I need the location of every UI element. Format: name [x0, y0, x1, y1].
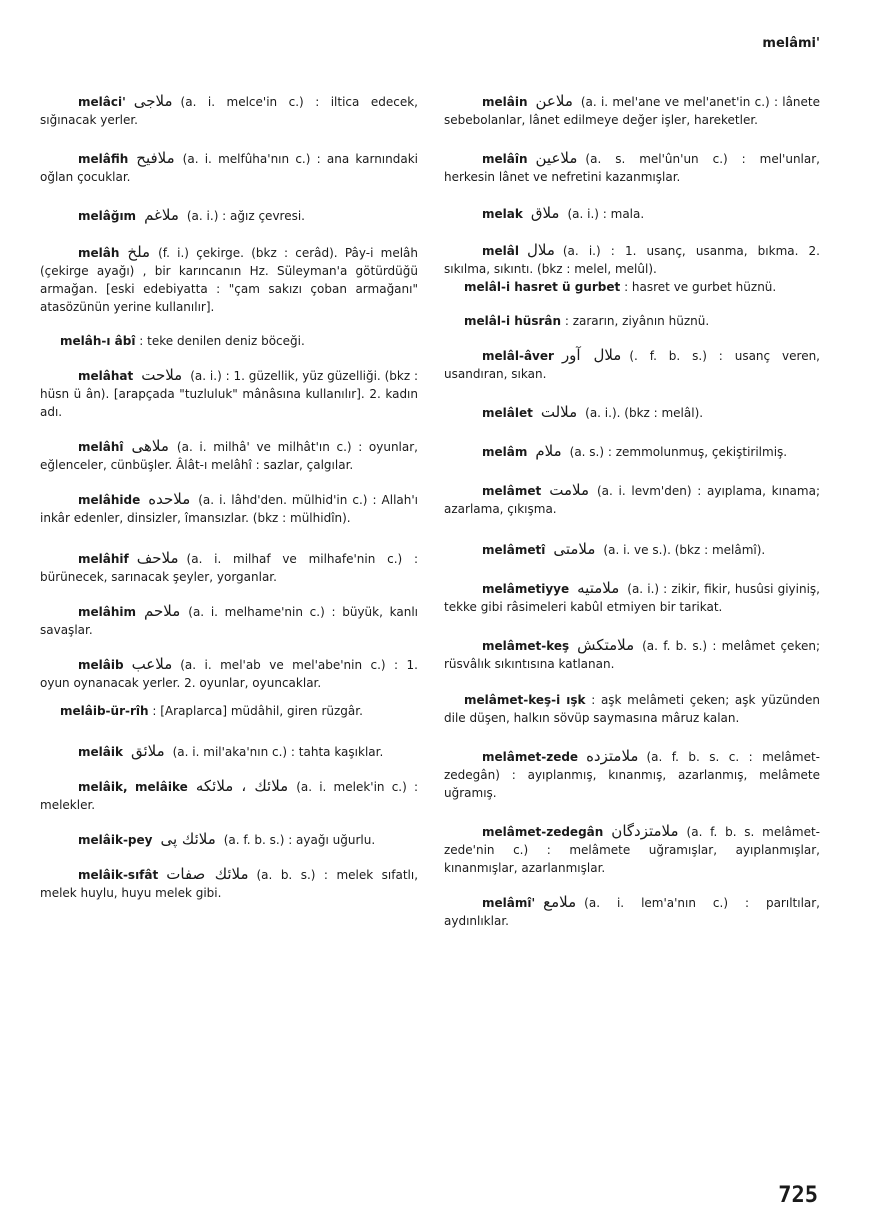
- definition: : hasret ve gurbet hüznü.: [624, 280, 777, 294]
- dictionary-entry: [444, 822, 820, 877]
- dictionary-entry: [444, 278, 820, 296]
- definition: (a. f. b. s. c. : melâmet-zedegân) : ayıplanmış, kınanmış, azarlanmış, melâmete uğramış.: [444, 750, 820, 800]
- arabic-script: ملائك پی: [160, 830, 216, 848]
- headword: melâci': [78, 95, 126, 109]
- dictionary-entry: [40, 830, 418, 849]
- definition: (a. i.) : mala.: [567, 207, 645, 221]
- headword: melâmet: [482, 484, 542, 498]
- definition: (. f. b. s.) : usanç veren, usandıran, sıkan.: [444, 349, 820, 381]
- definition: (a. s.) : zemmolunmuş, çekiştirilmiş.: [569, 445, 788, 459]
- headword: melâik: [78, 745, 123, 759]
- dictionary-entry: [444, 636, 820, 673]
- arabic-script: ملاعن: [535, 92, 573, 110]
- definition: (a. i. lem'a'nın c.) : parıltılar, aydınlıklar.: [444, 896, 820, 928]
- headword: melâmet-keş-i ışk: [464, 693, 586, 707]
- definition: : aşk melâmeti çeken; aşk yüzünden dile düşen, halkın sövüp saymasına mâruz kalan.: [444, 693, 820, 725]
- definition: (a. s. mel'ûn'un c.) : mel'unlar, herkesin lânet ve nefretini kazanmışlar.: [444, 152, 820, 184]
- headword: melâmî': [482, 896, 536, 910]
- dictionary-entry: [40, 243, 418, 316]
- dictionary-entry: [40, 865, 418, 902]
- arabic-script: ملاحف: [136, 549, 179, 567]
- headword: melâfih: [78, 152, 129, 166]
- arabic-script: ملامت: [549, 481, 589, 499]
- arabic-script: ملال: [526, 241, 555, 259]
- definition: (a. i. melek'in c.) : melekler.: [40, 780, 419, 812]
- dictionary-entry: [444, 747, 820, 802]
- headword: melâib-ür-rîh: [60, 704, 149, 718]
- arabic-script: ملاق: [530, 204, 560, 222]
- headword: melâhide: [78, 493, 141, 507]
- definition: (a. i. lâhd'den. mülhid'in c.) : Allah'ı inkâr edenler, dinsizler, îmansızlar. (bkz : mülhidîn).: [40, 493, 418, 525]
- arabic-script: ملامتزده: [586, 747, 639, 765]
- arabic-script: ملالت: [540, 403, 578, 421]
- definition: (a. i.) : zikir, fikir, husûsi giyiniş, tekke gibi râsimeleri kabûl etmiyen bir tarikat.: [444, 582, 820, 614]
- headword: melâmet-keş: [482, 639, 570, 653]
- headword: melâl-i hasret ü gurbet: [464, 280, 621, 294]
- dictionary-entry: [444, 149, 820, 186]
- headword: melâmetî: [482, 543, 546, 557]
- dictionary-entry: [40, 602, 418, 639]
- definition: (a. f. b. s. melâmet-zede'nin c.) : melâmete uğramışlar, ayıplanmışlar, kınanmışlar, azarlanmışlar.: [444, 825, 820, 875]
- arabic-script: ملاحت: [141, 366, 183, 384]
- definition: (a. i. milhaf ve milhafe'nin c.) : bürünecek, sarınacak şeyler, yorganlar.: [40, 552, 418, 584]
- dictionary-entry: [40, 777, 418, 814]
- dictionary-entry: [444, 312, 820, 330]
- dictionary-entry: [444, 893, 820, 930]
- definition: (f. i.) çekirge. (bkz : cerâd). Pây-i melâh (çekirge ayağı) , bir karıncanın Hz. Süleyman'a götürdüğü armağan. [eski edebiyatta : "çam sakızı çoban armağanı" atasözünün yerine kullanılır].: [40, 246, 418, 314]
- dictionary-entry: [444, 691, 820, 727]
- dictionary-entry: [40, 149, 418, 186]
- dictionary-entry: [444, 92, 820, 129]
- headword: melak: [482, 207, 523, 221]
- definition: (a. i.) : 1. usanç, usanma, bıkma. 2. sıkılma, sıkıntı. (bkz : melel, melûl).: [444, 244, 820, 276]
- dictionary-entry: [444, 481, 820, 518]
- headword: melâl-i hüsrân: [464, 314, 562, 328]
- dictionary-entry: [40, 655, 418, 692]
- page-number: 725: [778, 1183, 818, 1208]
- headword: melâh-ı âbî: [60, 334, 136, 348]
- arabic-script: ملاحده: [148, 490, 191, 508]
- dictionary-entry: [444, 579, 820, 616]
- headword: melâl-âver: [482, 349, 554, 363]
- definition: (a. i. melfûha'nın c.) : ana karnındaki oğlan çocuklar.: [40, 152, 418, 184]
- definition: (a. i. melce'in c.) : iltica edecek, sığınacak yerler.: [40, 95, 418, 127]
- headword: melâhî: [78, 440, 124, 454]
- headword: melâhat: [78, 369, 134, 383]
- headword: melâm: [482, 445, 528, 459]
- dictionary-entry: [40, 702, 418, 720]
- headword: melâib: [78, 658, 124, 672]
- dictionary-entry: [444, 403, 820, 422]
- left-column: [40, 92, 418, 902]
- headword: melâin: [482, 95, 528, 109]
- headword: melâik, melâike: [78, 780, 188, 794]
- arabic-script: ملامتی: [553, 540, 596, 558]
- definition: (a. i. milhâ' ve milhât'ın c.) : oyunlar, eğlenceler, cünbüşler. Âlât-ı melâhî : sazlar, çalgılar.: [40, 440, 418, 472]
- arabic-script: ملام: [535, 442, 562, 460]
- arabic-script: ملافیح: [136, 149, 175, 167]
- arabic-script: ملائك صفات: [166, 865, 249, 883]
- running-head: melâmi': [762, 36, 820, 51]
- arabic-script: ملاعب: [131, 655, 173, 673]
- dictionary-entry: [40, 366, 418, 421]
- headword: melâh: [78, 246, 120, 260]
- dictionary-entry: [40, 92, 418, 129]
- arabic-script: ملخ: [127, 243, 151, 261]
- definition: (a. f. b. s.) : ayağı uğurlu.: [223, 833, 376, 847]
- arabic-script: ملاغم: [144, 206, 179, 224]
- headword: melâmet-zede: [482, 750, 579, 764]
- definition: (a. b. s.) : melek sıfatlı, melek huylu, huyu melek gibi.: [40, 868, 419, 900]
- arabic-script: ملال آور: [561, 346, 622, 364]
- arabic-script: ملامتکش: [577, 636, 635, 654]
- arabic-script: ملامتیه: [577, 579, 620, 597]
- arabic-script: ملاهی: [131, 437, 169, 455]
- headword: melâhim: [78, 605, 137, 619]
- definition: : zararın, ziyânın hüznü.: [564, 314, 710, 328]
- dictionary-entry: [444, 442, 820, 461]
- definition: (a. i.). (bkz : melâl).: [585, 406, 704, 420]
- arabic-script: ملامع: [543, 893, 577, 911]
- arabic-script: ملاحم: [144, 602, 181, 620]
- definition: (a. i. levm'den) : ayıplama, kınama; azarlama, çıkışma.: [444, 484, 820, 516]
- dictionary-entry: [40, 742, 418, 761]
- headword: melâîn: [482, 152, 528, 166]
- headword: melâmet-zedegân: [482, 825, 604, 839]
- definition: : teke denilen deniz böceği.: [139, 334, 305, 348]
- definition: (a. i. mil'aka'nın c.) : tahta kaşıklar.: [172, 745, 384, 759]
- definition: (a. i.) : ağız çevresi.: [186, 209, 305, 223]
- dictionary-entry: [40, 206, 418, 225]
- dictionary-entry: [40, 549, 418, 586]
- dictionary-entry: [40, 437, 418, 474]
- dictionary-entry: [40, 332, 418, 350]
- dictionary-entry: [444, 346, 820, 383]
- definition: (a. i. melhame'nin c.) : büyük, kanlı savaşlar.: [40, 605, 418, 637]
- dictionary-entry: [444, 540, 820, 559]
- headword: melâlet: [482, 406, 533, 420]
- dictionary-entry: [40, 490, 418, 527]
- definition: (a. i. mel'ane ve mel'anet'in c.) : lânete sebebolanlar, lânet edilmeye değer işler, hareketler.: [444, 95, 820, 127]
- headword: melâik-pey: [78, 833, 153, 847]
- definition: : [Araplarca] müdâhil, giren rüzgâr.: [152, 704, 363, 718]
- right-column: [444, 92, 820, 930]
- arabic-script: ملامتزدگان: [611, 822, 679, 840]
- definition: (a. i. ve s.). (bkz : melâmî).: [603, 543, 766, 557]
- headword: melâl: [482, 244, 519, 258]
- arabic-script: ملاعين: [535, 149, 578, 167]
- headword: melâhif: [78, 552, 129, 566]
- definition: (a. f. b. s.) : melâmet çeken; rüsvâlık sıkıntısına katlanan.: [444, 639, 820, 671]
- dictionary-entry: [444, 241, 820, 278]
- definition: (a. i.) : 1. güzellik, yüz güzelliği. (bkz : hüsn ü ân). [arapçada "tuzluluk" mânâsına kullanılır]. 2. kadın adı.: [40, 369, 418, 419]
- headword: melâmetiyye: [482, 582, 570, 596]
- headword: melâik-sıfât: [78, 868, 159, 882]
- headword: melâğım: [78, 209, 137, 223]
- arabic-script: ملائك ، ملائکه: [195, 777, 289, 795]
- arabic-script: ملاجی: [133, 92, 173, 110]
- dictionary-entry: [444, 204, 820, 223]
- definition: (a. i. mel'ab ve mel'abe'nin c.) : 1. oyun oynanacak yerler. 2. oyunlar, oyuncaklar.: [40, 658, 418, 690]
- arabic-script: ملائق: [130, 742, 165, 760]
